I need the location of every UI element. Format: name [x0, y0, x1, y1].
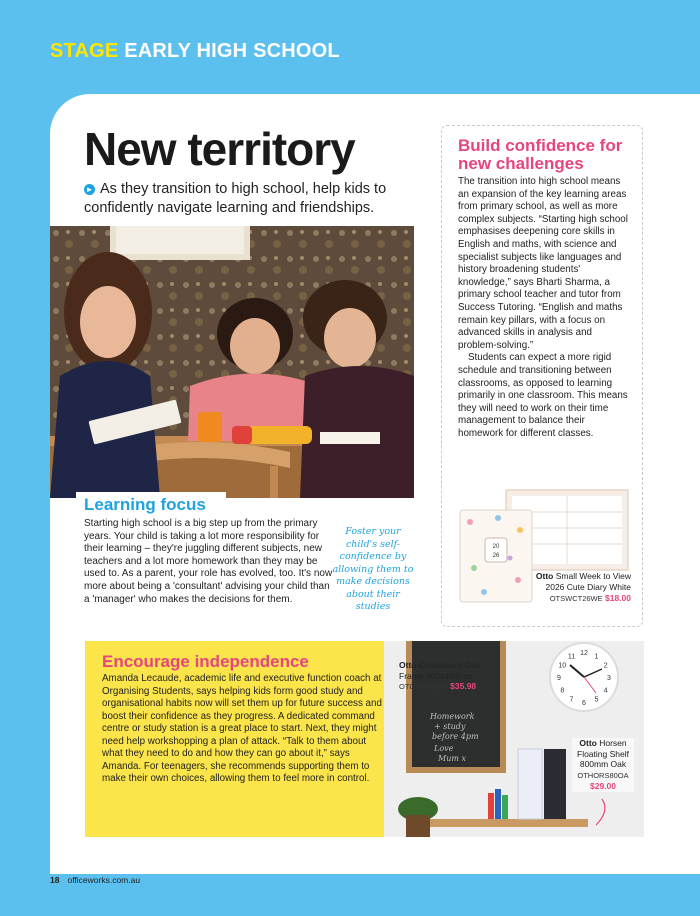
clock-numeral: 12 — [580, 650, 588, 657]
page-footer — [50, 875, 140, 885]
build-confidence-paragraph: Students can expect a more rigid schedule and transitioning between classrooms, as opposed to learning primarily in one classroom. This means they will need to work on their time management to balance their homework for different classes. — [458, 352, 628, 439]
svg-text:Love: Love — [434, 744, 454, 753]
product-name: Chalkboard Oak Frame 900x450mm — [399, 660, 481, 681]
article-intro — [84, 180, 424, 218]
clock-numeral: 6 — [582, 700, 586, 707]
shelf-product-caption — [572, 738, 634, 792]
svg-text:+ study: + study — [434, 722, 466, 731]
product-brand: Otto — [535, 571, 554, 581]
clock-numeral: 5 — [594, 696, 599, 704]
pull-quote: Foster your child's self-confidence by allowing them to make decisions about their studies — [332, 526, 414, 612]
chalkboard-product-caption — [399, 660, 489, 693]
arrow-circle-icon: ► — [85, 185, 94, 194]
learning-focus-body: Starting high school is a big step up from the primary years. Your child is taking a lot more responsibility for their learning – they're juggling different subjects, new teachers and a lot more homework than they may be used to. As a parent, your role has evolved, too. It's now more about being a 'consultant' advising your child than a 'manager' who makes the decisions for them. — [84, 518, 333, 605]
students-studying-photo — [50, 226, 414, 498]
product-price: $35.98 — [450, 681, 477, 691]
svg-text:20: 20 — [492, 544, 500, 550]
learning-focus-heading: Learning focus — [84, 495, 206, 514]
encourage-independence-heading: Encourage independence — [102, 652, 309, 671]
clock-numeral: 1 — [594, 653, 599, 661]
svg-text:Homework: Homework — [430, 712, 475, 721]
clock-numeral: 11 — [567, 653, 576, 661]
product-name: Horsen Floating Shelf 800mm Oak — [577, 738, 629, 769]
build-confidence-heading: Build confidence for new challenges — [458, 136, 623, 173]
stage-label: STAGE — [50, 40, 119, 62]
clock-numeral: 2 — [603, 662, 608, 670]
clock-numeral: 10 — [558, 662, 567, 670]
product-sku: OTCHOK9045 — [399, 682, 448, 691]
product-sku: OTSWCT26WE — [549, 594, 603, 603]
stage-name: EARLY HIGH SCHOOL — [124, 40, 340, 62]
build-confidence-body — [458, 176, 628, 440]
article-title: New territory — [84, 123, 355, 175]
product-price: $29.00 — [590, 781, 616, 791]
product-sku: OTHORS80OA — [577, 770, 629, 780]
page-number: 18 — [50, 875, 60, 885]
svg-text:26: 26 — [492, 553, 500, 559]
clock-numeral: 7 — [569, 696, 574, 704]
clock-numeral: 9 — [557, 675, 561, 682]
site-url: officeworks.com.au — [67, 875, 141, 885]
clock-numeral: 8 — [560, 687, 565, 695]
clock-numeral: 4 — [603, 687, 608, 695]
diary-product-caption — [529, 571, 631, 604]
section-header — [50, 40, 340, 63]
intro-text: As they transition to high school, help kids to confidently navigate learning and friendships. — [84, 181, 387, 216]
product-price: $18.00 — [605, 593, 631, 603]
product-brand: Otto — [579, 738, 597, 748]
encourage-independence-body: Amanda Lecaude, academic life and executive function coach at Organising Students, says helping kids form good study and organisational habits now will set them up for future success and boost their confidence as they progress. A dedicated command centre or study station is a great place to start. Next, they might need help workshopping a plan of attack. “Talk to them about what they need to do and how they can go about it,” says Amanda. For teenagers, she recommends supporting them to make their own choices, allowing them to feel more in control. — [102, 673, 382, 784]
svg-text:Mum x: Mum x — [438, 754, 466, 763]
build-confidence-paragraph: The transition into high school means an expansion of the key learning areas from primary school, as well as more complex subjects. “Starting high school emphasises deepening core skills in English and maths, with science and specialist subjects like languages and history broadening students' knowledge,” says Bharti Sharma, a primary school teacher and tutor from Success Tutoring. “English and maths remain key pillars, with a focus on advanced skills in analysis and problem-solving.” — [458, 176, 628, 351]
product-brand: Otto — [399, 660, 417, 670]
svg-text:before 4pm: before 4pm — [432, 732, 479, 741]
product-name: Small Week to View 2026 Cute Diary White — [545, 571, 631, 592]
clock-numeral: 3 — [607, 675, 611, 682]
